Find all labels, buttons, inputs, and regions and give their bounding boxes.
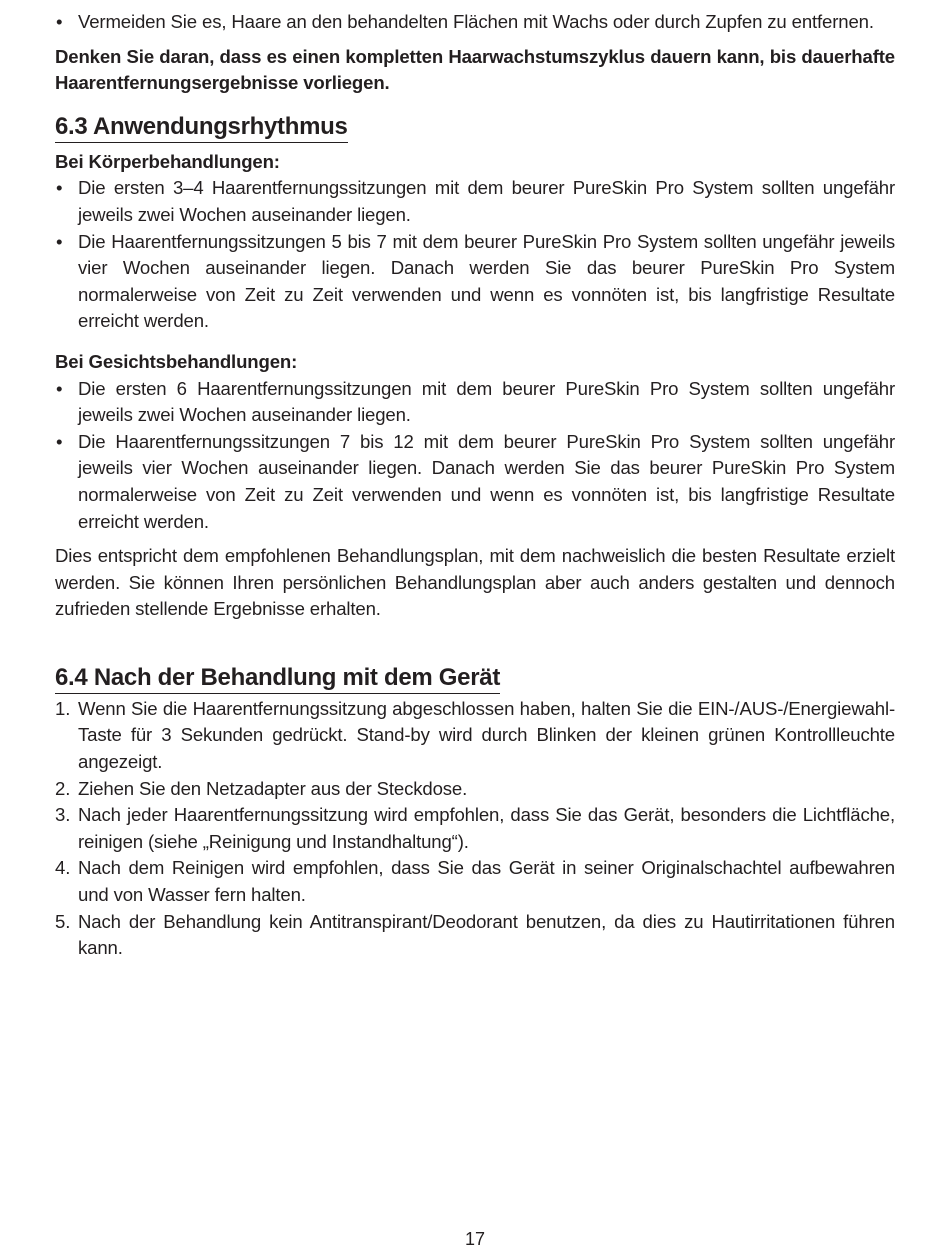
list-item [55,696,895,776]
step-number: 2. [55,777,71,799]
step-number: 5. [55,910,71,932]
list-item: • Die ersten 3–4 Haarentfernungssitzungen mit dem beurer PureSkin Pro System sollten ungefähr jeweils zwei Wochen auseinander liegen. [55,175,895,228]
step-text: Ziehen Sie den Netzadapter aus der Steckdose. [78,777,468,799]
intro-bullet-list [55,9,895,36]
manual-page [55,9,895,962]
list-item: • Die ersten 6 Haarentfernungssitzungen mit dem beurer PureSkin Pro System sollten ungefähr jeweils zwei Wochen auseinander liegen. [55,376,895,429]
face-treatment-list [55,376,895,536]
list-item: • Vermeiden Sie es, Haare an den behandelten Flächen mit Wachs oder durch Zupfen zu entfernen. [55,9,895,36]
step-text: Nach der Behandlung kein Antitranspirant/Deodorant benutzen, da dies zu Hautirritationen führen kann. [78,910,895,959]
summary-paragraph: Dies entspricht dem empfohlenen Behandlungsplan, mit dem nachweislich die besten Resultate erzielt werden. Sie können Ihren persönlichen Behandlungsplan aber auch anders gestalten und dennoch zufrieden stellende Ergebnisse erhalten. [55,545,895,620]
list-item: • Die Haarentfernungssitzungen 5 bis 7 mit dem beurer PureSkin Pro System sollten ungefähr jeweils vier Wochen auseinander liegen. Danach werden Sie das beurer PureSkin Pro System normalerweise von Zeit zu Zeit verwenden und wenn es vonnöten ist, bis langfristige Resultate erreicht werden. [55,229,895,335]
face-treatment-heading: Bei Gesichtsbehandlungen: [55,350,298,372]
list-item [55,802,895,855]
step-text: Wenn Sie die Haarentfernungssitzung abgeschlossen haben, halten Sie die EIN-/AUS-/Energiewahl-Taste für 3 Sekunden gedrückt. Stand-by wird durch Blinken der kleinen grünen Kontrollleuchte angezeigt. [78,697,895,773]
step-text: Nach jeder Haarentfernungssitzung wird empfohlen, dass Sie das Gerät, besonders die Lichtfläche, reinigen (siehe „Reinigung und Instandhaltung“). [78,804,895,852]
list-item [55,855,895,908]
list-item [55,776,895,803]
body-treatment-heading: Bei Körperbehandlungen: [55,150,280,172]
step-number: 3. [55,804,71,826]
section-6-4-heading: 6.4 Nach der Behandlung mit dem Gerät [55,663,500,694]
step-number: 4. [55,857,71,879]
step-text: Nach dem Reinigen wird empfohlen, dass Sie das Gerät in seiner Originalschachtel aufbewahren und von Wasser fern halten. [78,857,895,906]
list-item [55,909,895,962]
step-number: 1. [55,697,71,719]
page-number: 17 [464,1229,486,1249]
after-treatment-steps [55,696,895,962]
list-item: • Die Haarentfernungssitzungen 7 bis 12 mit dem beurer PureSkin Pro System sollten ungefähr jeweils vier Wochen auseinander liegen. Danach werden Sie das beurer PureSkin Pro System normalerweise von Zeit zu Zeit verwenden und wenn es vonnöten ist, bis langfristige Resultate erreicht werden. [55,429,895,535]
section-6-3-heading: 6.3 Anwendungsrhythmus [55,112,348,143]
section-6-4-heading-wrap [55,663,895,694]
body-treatment-list [55,175,895,335]
notice-text: Denken Sie daran, dass es einen kompletten Haarwachstumszyklus dauern kann, bis dauerhafte Haarentfernungsergebnisse vorliegen. [55,45,895,94]
section-6-3-heading-wrap [55,112,895,143]
